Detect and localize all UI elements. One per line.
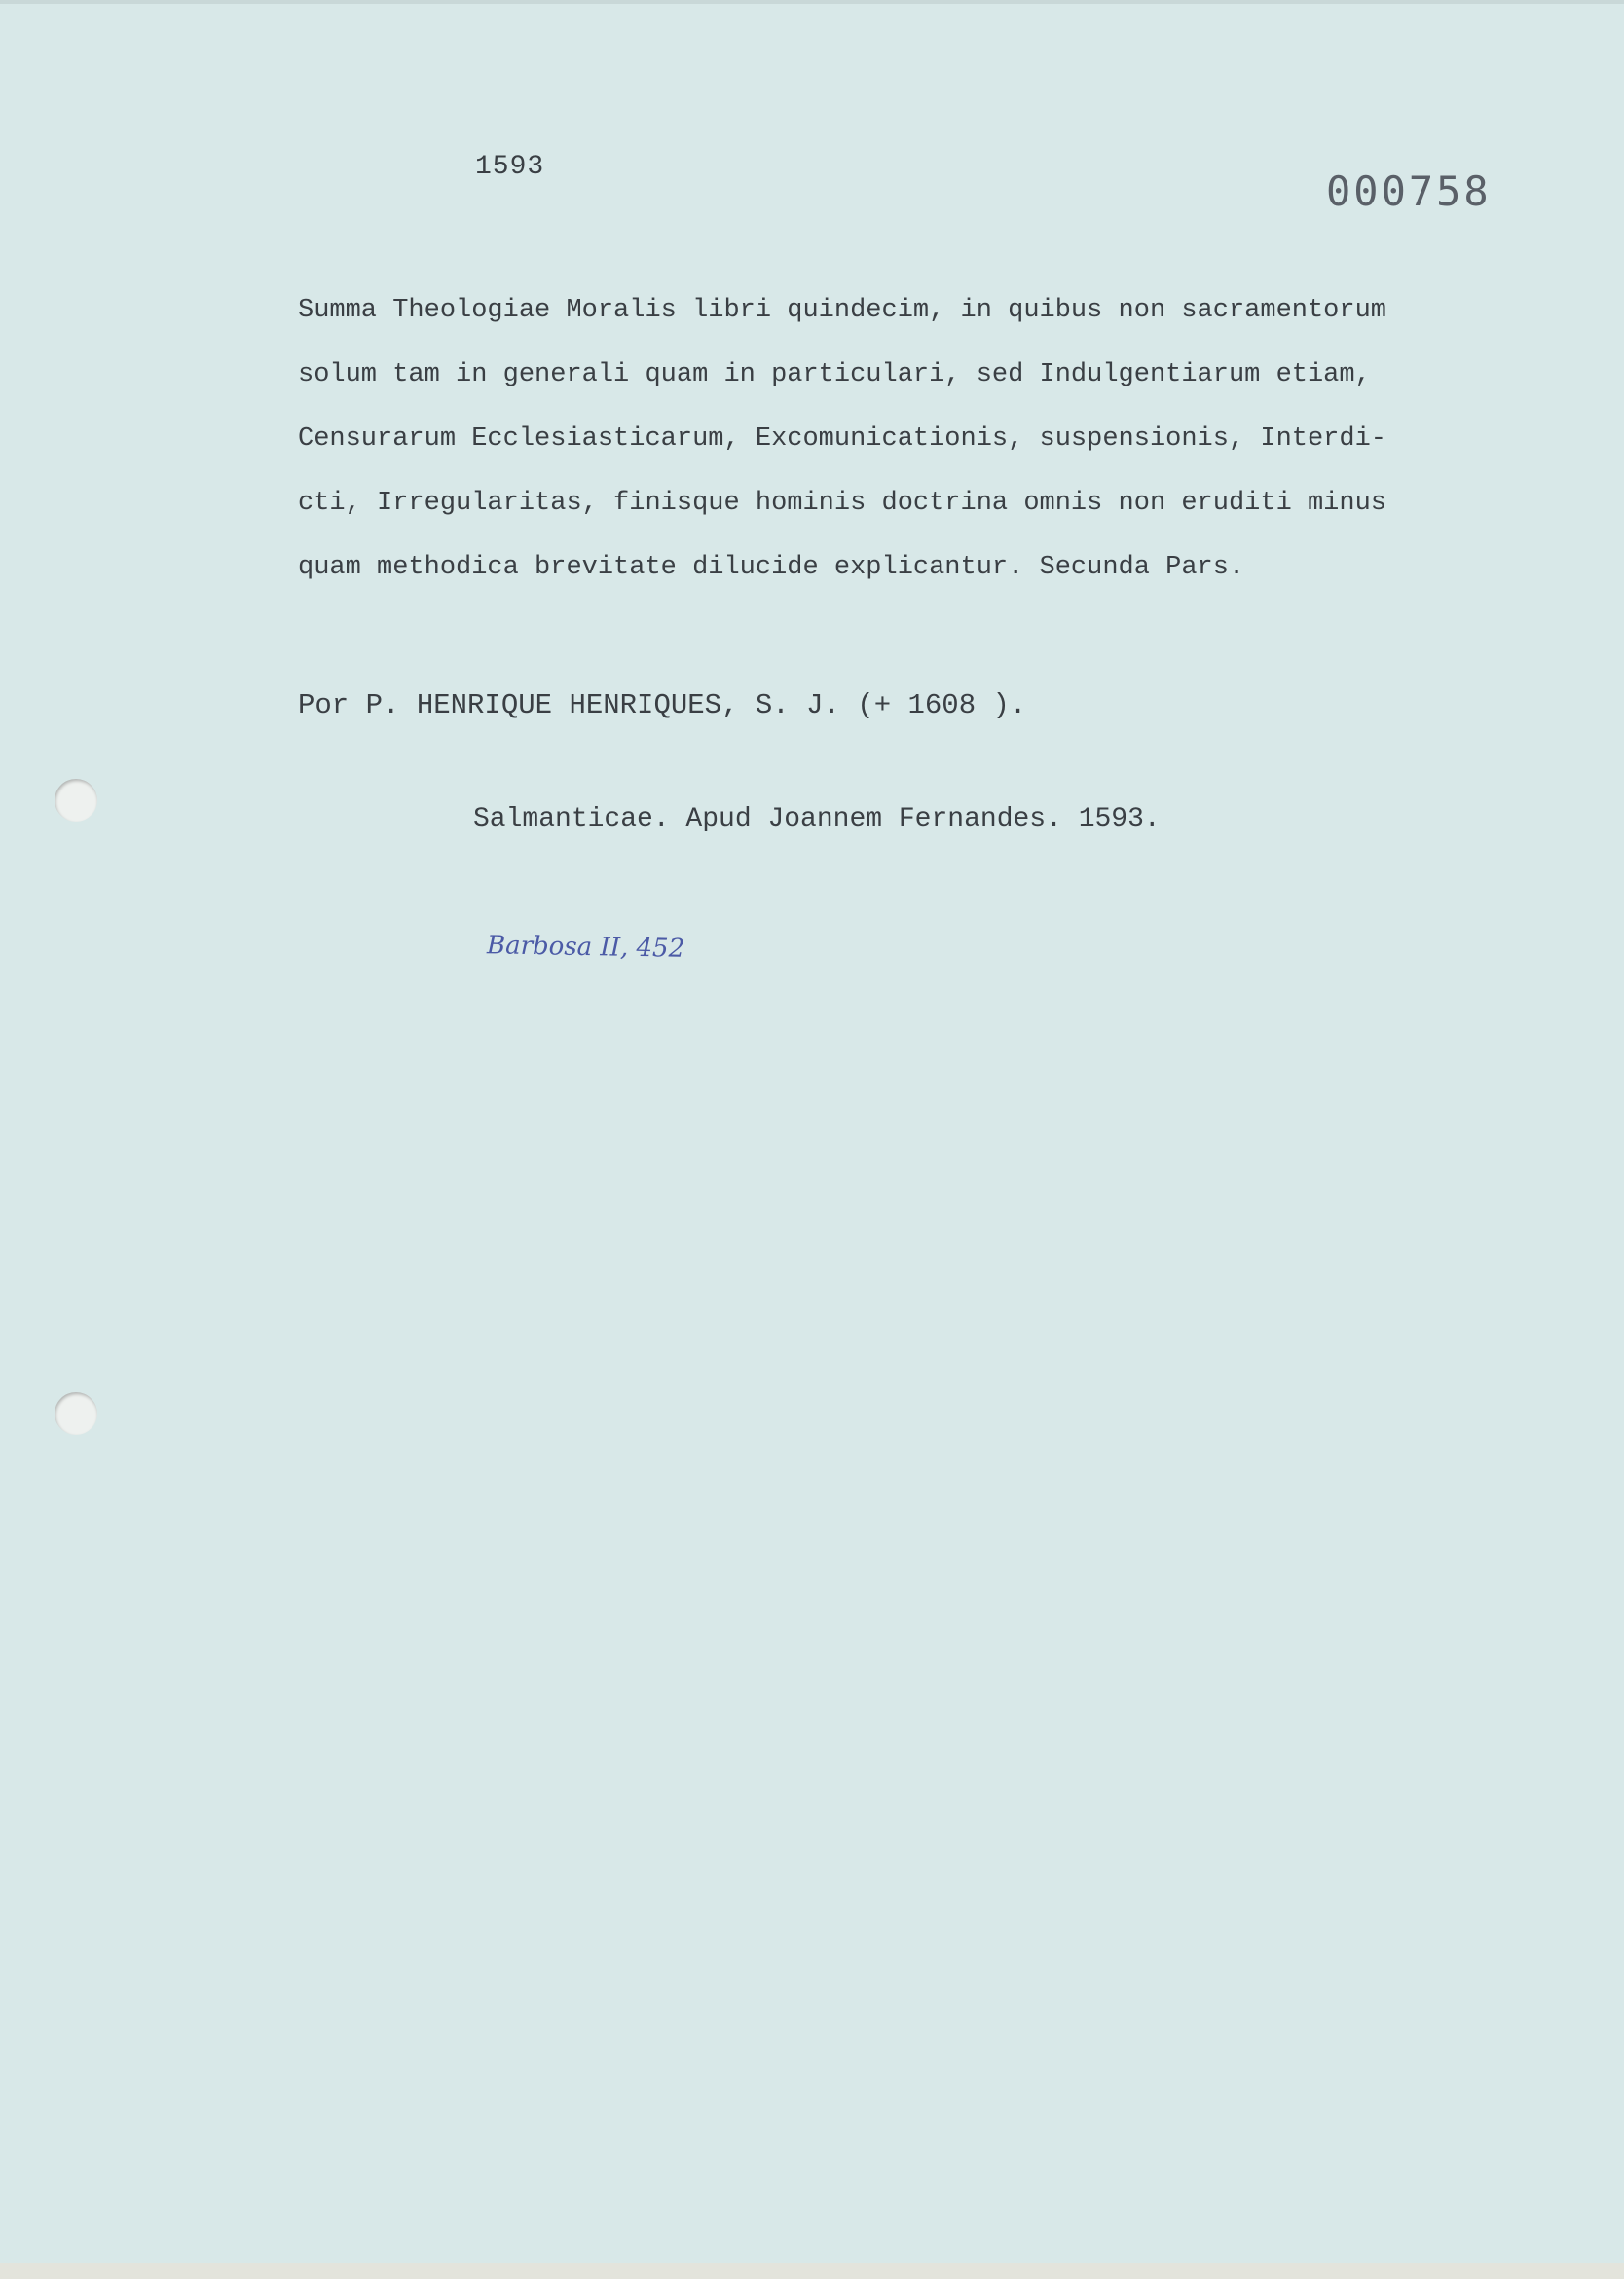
card-bottom-edge [0,2263,1624,2279]
title-line: cti, Irregularitas, finisque hominis doctrina omnis non eruditi minus [298,489,1386,518]
title-line: Summa Theologiae Moralis libri quindecim, in quibus non sacramentorum [298,296,1386,325]
card-top-edge [0,0,1624,4]
title-line: quam methodica brevitate dilucide explicantur. Secunda Pars. [298,553,1245,582]
handwritten-reference: Barbosa II, 452 [486,931,685,964]
imprint-line: Salmanticae. Apud Joannem Fernandes. 1593. [473,804,1161,834]
author-line: Por P. HENRIQUE HENRIQUES, S. J. (+ 1608 ). [298,689,1027,721]
punch-hole-upper [55,779,97,822]
title-block [298,278,1525,600]
title-line: solum tam in generali quam in particulari, sed Indulgentiarum etiam, [298,360,1371,389]
title-line: Censurarum Ecclesiasticarum, Excomunicationis, suspensionis, Interdi- [298,424,1386,454]
punch-hole-lower [55,1392,97,1435]
publication-year: 1593 [475,152,545,182]
catalog-number: 000758 [1326,167,1492,215]
